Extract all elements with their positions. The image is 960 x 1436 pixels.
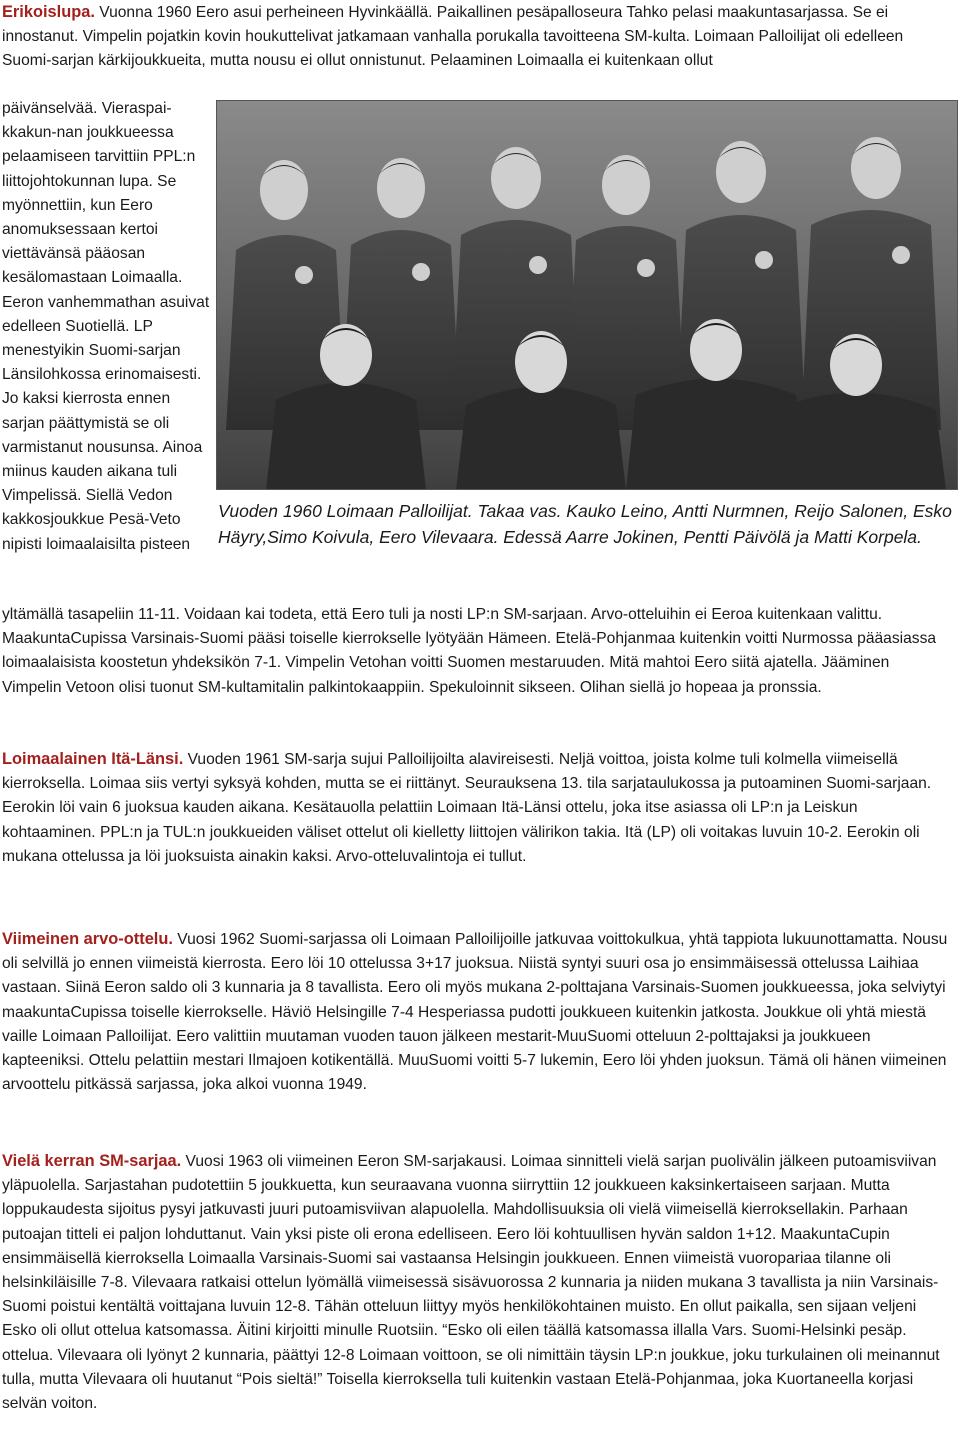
section-erikoislupa-continued: yltämällä tasapeliin 11-11. Voidaan kai todeta, että Eero tuli ja nosti LP:n SM-sarjaan. Arvo-otteluihin ei Eeroa kuitenkaan valittu. MaakuntaCupissa Varsinais-Suomi pääsi toiselle kierrokselle lyötyään Hämeen. Etelä-Pohjanmaa kuitenkin voitti Nurmossa pääasiassa loimaalaisista koostetun yhdeksikön 7-1. Vimpelin Vetohan voitti Suomen mestaruuden. Mitä mahtoi Eero siitä ajatella. Jääminen Vimpelin Vetoon olisi tuonut SM-kultamitalin palkintokaappiin. Spekuloinnit sikseen. Olihan siellä jo hopeaa ja pronssia.	[2, 606, 937, 696]
paragraph-text: Vuoden 1961 SM-sarja sujui Palloilijoilta alavireisesti. Neljä voittoa, joista kolme tuli kolmella viimeisellä kierroksella. Loimaa siis vertyi syksyä kohden, mutta se ei riittänyt. Seurauksena 13. tila sarjataulukossa ja putoaminen Suomi-sarjaan. Eerokin löi vain 6 juoksua kauden aikana. Kesätauolla pelattiin Loimaan Itä-Länsi ottelu, joka itse asiassa oli LP:n ja Leiskun kohtaaminen. PPL:n ja TUL:n joukkueiden väliset ottelut oli kielletty liittojen välirikon takia. Itä (LP) oli voitakas luvuin 10-2. Eerokin oli mukana ottelussa ja löi juoksuista ainakin kaksi. Arvo-otteluvalintoja ei tullut.	[2, 751, 932, 865]
section-heading-viela-kerran-sm-sarjaa: Vielä kerran SM-sarjaa.	[2, 1152, 182, 1170]
section-erikoislupa-wrapped: päivänselvää. Vieraspaikkakun-nan joukkueessa pelaamiseen tarvittiin PPL:n liittojohtokunnan lupa. Se myönnettiin, kun Eero anomuksessaan kertoi viettävänsä pääosan kesälomastaan Loimaalla. Eeron vanhemmathan asuivat edelleen Suotiellä. LP menestyikin Suomi-sarjan Länsilohkossa erinomaisesti. Jo kaksi kierrosta ennen sarjan päättymistä se oli varmistanut nousunsa. Ainoa miinus kauden aikana tuli Vimpelissä. Siellä Vedon kakkosjoukkue Pesä-Veto nipisti loimaalaisilta pisteen	[2, 100, 210, 553]
section-erikoislupa-intro	[2, 0, 952, 74]
photo-caption: Vuoden 1960 Loimaan Palloilijat. Takaa vas. Kauko Leino, Antti Nurmnen, Reijo Salonen, Esko Häyry,Simo Koivula, Eero Vilevaara. Edessä Aarre Jokinen, Pentti Päivölä ja Matti Korpela.	[218, 501, 952, 547]
paragraph-text: Vuosi 1963 oli viimeinen Eeron SM-sarjakausi. Loimaa sinnitteli vielä sarjan puolivälin jälkeen putoamisviivan yläpuolella. Sarjastahan pudotettiin 5 joukkuetta, kun seuraavana vuonna siirryttiin 12 joukkueen kaksinkertaiseen sarjaan. Mutta loppukaudesta sijoitus pysyi jatkuvasti juuri putoamisviivan alapuolella. Mahdollisuuksia oli vielä viimeisellä kierroksellakin. Parhaan putoajan titteli ei paljon lohduttanut. Vain yksi piste oli erona edelliseen. Eero löi kohtuullisen hyvän saldon 1+12. MaakuntaCupin ensimmäisellä kierroksella Loimaalla Varsinais-Suomi sai vastaansa Helsingin joukkueen. Ennen viimeistä vuoropariaa tilanne oli helsinkiläisille 7-8. Vilevaara ratkaisi ottelun lyömällä viimeisessä sisävuorossa 2 kunnaria ja niiden mukana 3 tavallista ja niin Varsinais-Suomi poistui kentältä voittajana luvuin 12-8. Tähän otteluun liittyy myös henkilökohtainen muisto. En ollut paikalla, sen sijaan veljeni Esko oli ollut ottelua katsomassa. Äitini kirjoitti minulle Ruotsiin. “Esko oli eilen täällä katsomassa illalla Vars. Suomi-Helsinki pesäp. ottelua. Vilevaara oli lyönyt 2 kunnaria, päättyi 12-8 Loimaan voittoon, se oli nimittäin täysin LP:n joukkue, joku turkulainen oli meinannut tulla, mutta Vilevaara oli huutanut “Pois sieltä!” Toisella kierroksella tuli kuitenkin vastaan Etelä-Pohjanmaa, joka Kuortaneella korjasi selvän voiton.	[2, 1153, 940, 1413]
section-heading-loimaalainen-ita-lansi: Loimaalainen Itä-Länsi.	[2, 750, 184, 768]
section-viimeinen-arvo-ottelu	[2, 927, 952, 1097]
team-photo	[216, 100, 958, 490]
paragraph-text: Vuosi 1962 Suomi-sarjassa oli Loimaan Palloilijoille jatkuvaa voittokulkua, yhtä tappiota lukuunottamatta. Nousu oli selvillä jo ennen viimeistä kierrosta. Eero löi 10 ottelussa 3+17 juoksua. Niistä syntyi suuri osa jo ensimmäisessä ottelussa Laihiaa vastaan. Siinä Eeron saldo oli 3 kunnaria ja 8 tavallista. Eero oli myös mukana 2-polttajana Varsinais-Suomen joukkueessa, joka selviytyi maakuntaCupissa toiselle kierrokselle. Häviö Helsingille 7-4 Hesperiassa pudotti joukkueen kuitenkin jatkosta. Joukkue oli yhtä miestä vaille Loimaan Palloilijat. Eero valittiin muutaman vuoden tauon jälkeen mestarit-MuuSuomi otteluun 2-polttajaksi ja joukkueen kapteeniksi. Ottelu pelattiin mestari Ilmajoen kotikentällä. MuuSuomi voitti 5-7 lukemin, Eero löi yhden juoksun. Tämä oli hänen viimeinen arvoottelu pitkässä sarjassa, joka alkoi vuonna 1949.	[2, 931, 948, 1094]
section-heading-viimeinen-arvo-ottelu: Viimeinen arvo-ottelu.	[2, 930, 173, 948]
section-heading-erikoislupa: Erikoislupa.	[2, 3, 95, 21]
section-viela-kerran-sm-sarjaa	[2, 1149, 952, 1416]
section-loimaalainen-ita-lansi	[2, 747, 952, 869]
paragraph-text: Vuonna 1960 Eero asui perheineen Hyvinkäällä. Paikallinen pesäpalloseura Tahko pelasi maakuntasarjassa. Se ei innostanut. Vimpelin pojatkin kovin houkuttelivat jatkamaan vanhalla porukalla tavoitteena SM-kulta. Loimaan Palloilijat oli edelleen Suomi-sarjan kärkijoukkueita, mutta nousu ei ollut onnistunut. Pelaaminen Loimaalla ei kuitenkaan ollut	[2, 4, 904, 70]
